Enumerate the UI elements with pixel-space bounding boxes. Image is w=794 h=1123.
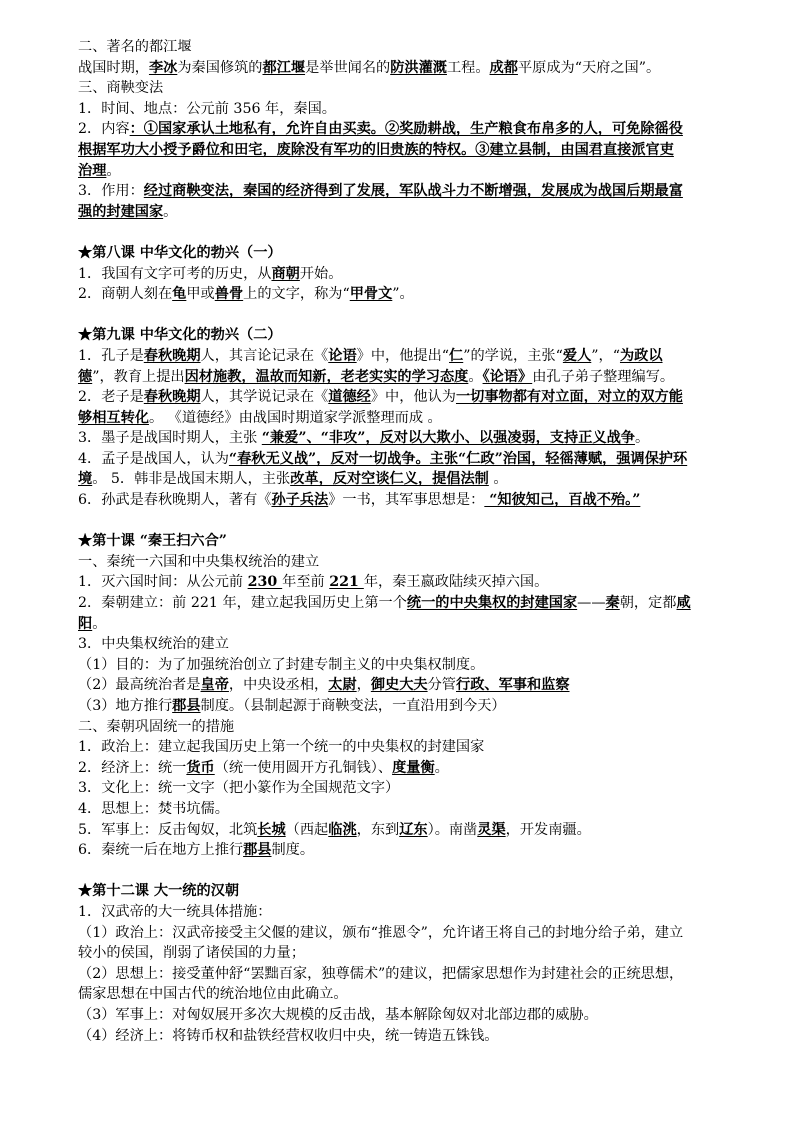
text-segment: 平原成为“天府之国”。 (517, 59, 661, 76)
text-line (78, 634, 758, 655)
text-segment: 甲或 (186, 286, 215, 303)
key-term: 兽骨 (214, 286, 244, 303)
key-term: 够相互转化 (78, 409, 149, 426)
blank-line (78, 511, 758, 532)
key-term: 李冰 (148, 59, 178, 76)
text-segment: （统一使用圆开方孔铜钱）、 (214, 759, 393, 776)
key-term: 咸 (676, 595, 691, 612)
key-term: 太尉 (328, 677, 357, 694)
key-term: 道德经 (328, 389, 371, 406)
text-segment: 年，秦王嬴政陆续灭掉六国。 (363, 574, 549, 591)
text-line (78, 161, 758, 182)
text-segment: 。 (163, 203, 178, 220)
text-segment: 。 (634, 430, 650, 447)
text-segment: （2）最高统治者是 (78, 677, 201, 694)
text-segment: （3）地方推行 (78, 698, 173, 714)
text-line (78, 58, 758, 79)
text-segment: （西起 (285, 821, 329, 838)
key-term: 郡县 (172, 698, 201, 714)
text-segment: 制度。 (271, 842, 315, 859)
key-term: “春秋无义战”，反对一切战争。主张“仁政”治国，轻徭薄赋，强调保护环 (228, 450, 688, 467)
text-line (78, 490, 758, 511)
text-segment: ，中央设丞相， (228, 677, 329, 694)
key-term: “兼爱”、“非攻”，反对以大欺小、以强凌弱，支持正义战争 (261, 430, 635, 447)
text-segment: 。 《道德经》由战国时期道家学派整理而成 。 (148, 409, 442, 426)
key-term: 为政以 (619, 347, 663, 364)
text-segment: ”。 (392, 286, 414, 303)
text-segment: 。 (434, 759, 449, 776)
text-segment: 分管 (427, 677, 456, 694)
text-line (78, 449, 758, 470)
text-line (78, 325, 758, 346)
key-term: 仁 (449, 347, 464, 364)
text-line (78, 469, 758, 490)
key-term: “知彼知己，百战不殆。” (484, 492, 641, 509)
text-segment: ）。南凿 (427, 821, 478, 838)
text-segment: 二、著名的都江堰 (78, 39, 192, 55)
text-segment: 。 (92, 615, 107, 632)
text-line (78, 367, 758, 388)
key-term: 春秋晚期 (143, 347, 201, 364)
text-line (78, 284, 758, 305)
key-term: 根据军功大小授予爵位和田宅，废除没有军功的旧贵族的特权。③建立县制，由国君直接派官吏 (78, 141, 674, 158)
text-segment: ，东到 (356, 821, 400, 838)
text-segment: 4．思想上：焚书坑儒。 (78, 800, 229, 817)
text-segment: 2．秦朝建立：前 221 年，建立起我国历史上第一个 (78, 595, 407, 612)
key-term: 阳 (78, 615, 93, 632)
text-line (78, 78, 758, 99)
text-segment: 》中，他提出“ (356, 347, 450, 364)
text-segment: （3）军事上：对匈奴展开多次大规模的反击战，基本解除匈奴对北部边郡的威胁。 (78, 1006, 598, 1023)
text-segment: ，开发南疆。 (505, 821, 591, 838)
text-segment: 上的文字，称为“ (243, 286, 350, 303)
text-segment: 。 (488, 471, 508, 488)
text-line (78, 346, 758, 367)
text-line (78, 799, 758, 820)
text-segment: 》中，他认为 (370, 389, 456, 406)
text-line (78, 408, 758, 429)
text-line (78, 428, 758, 449)
text-segment: 开始。 (299, 265, 343, 282)
text-segment: 6．秦统一后在地方上推行 (78, 842, 244, 859)
key-term: 辽东 (399, 821, 428, 838)
text-line (78, 1005, 758, 1026)
text-line (78, 717, 758, 738)
text-line (78, 778, 758, 799)
text-line (78, 737, 758, 758)
text-segment: 1．我国有文字可考的历史，从 (78, 265, 272, 282)
key-term: 经过商鞅变法，秦国的经济得到了发展，军队战斗力不断增强，发展成为战国后期最富 (143, 183, 683, 200)
text-line (78, 140, 758, 161)
key-term: 郡县 (243, 842, 272, 859)
text-line (78, 243, 758, 264)
text-segment: （2）思想上：接受董仲舒“罢黜百家，独尊儒术”的建议，把儒家思想作为封建社会的正统思想， (78, 965, 684, 982)
key-term: 行政、军事和监察 (456, 677, 570, 694)
text-line (78, 202, 758, 223)
text-line (78, 820, 758, 841)
text-line (78, 181, 758, 202)
text-segment: ”的学说，主张“ (463, 347, 563, 364)
text-line (78, 99, 758, 120)
key-term: 爱人 (562, 347, 592, 364)
key-term: 御史大夫 (370, 677, 428, 694)
text-segment: 人，其学说记录在《 (200, 389, 329, 406)
text-line (78, 572, 758, 593)
text-segment: 是举世闻名的 (305, 59, 391, 76)
text-segment: 由孔子弟子整理编写。 (532, 368, 675, 385)
document-page (78, 37, 758, 1046)
blank-line (78, 222, 758, 243)
text-segment: ”，“ (591, 347, 620, 364)
key-term: 长城 (257, 821, 286, 838)
section-heading: ★第九课 中华文化的勃兴（二） (78, 327, 282, 344)
text-line (78, 37, 758, 58)
key-term: 临洮 (328, 821, 357, 838)
text-segment: 儒家思想在中国古代的统治地位由此确立。 (78, 986, 348, 1003)
text-segment: 2．商朝人刻在 (78, 286, 173, 303)
text-line (78, 984, 758, 1005)
text-segment: （1）政治上：汉武帝接受主父偃的建议，颁布“推恩令”，允许诸王将自己的封地分给子弟，建立 (78, 924, 684, 941)
key-term: 龟 (172, 286, 187, 303)
text-segment: 2．内容 (78, 121, 130, 138)
key-term: 230 (247, 574, 283, 591)
key-term: 商朝 (271, 265, 300, 282)
text-line (78, 655, 758, 676)
text-segment: 工程。 (446, 59, 490, 76)
text-segment: 。 (468, 368, 483, 385)
section-heading: ★第八课 中华文化的勃兴（一） (78, 244, 282, 261)
text-line (78, 119, 758, 140)
text-line (78, 264, 758, 285)
key-term: 一切事物都有对立面，对立的双方能 (455, 389, 683, 406)
text-segment: 人，其言论记录在《 (200, 347, 329, 364)
text-segment: 5．军事上：反击匈奴，北筑 (78, 821, 258, 838)
text-segment: 年至前 (282, 574, 330, 591)
text-segment: 3．作用： (78, 183, 144, 200)
key-term: 货币 (186, 759, 215, 776)
text-segment: 1．孔子是 (78, 347, 144, 364)
key-term: 防洪灌溉 (390, 59, 447, 76)
key-term: 治理 (78, 162, 107, 179)
key-term: 皇帝 (200, 677, 229, 694)
key-term: 都江堰 (262, 59, 306, 76)
key-term: ：①国家承认土地私有，允许自由买卖。②奖励耕战，生产粮食布帛多的人，可免除徭役 (129, 121, 683, 138)
text-segment: 3．墨子是战国时期人，主张 (78, 430, 262, 447)
text-line (78, 614, 758, 635)
text-segment: 朝，定都 (619, 595, 677, 612)
key-term: 德 (78, 368, 93, 385)
text-segment: 较小的侯国，削弱了诸侯国的力量； (78, 945, 306, 962)
key-term: 春秋晚期 (143, 389, 201, 406)
text-line (78, 923, 758, 944)
key-term: 成都 (489, 59, 518, 76)
text-line (78, 881, 758, 902)
text-line (78, 675, 758, 696)
text-line (78, 387, 758, 408)
text-segment: （1）目的：为了加强统治创立了封建专制主义的中央集权制度。 (78, 656, 485, 673)
key-term: 《论语》 (482, 368, 533, 385)
key-term: 灵渠 (477, 821, 506, 838)
key-term: 秦 (605, 595, 620, 612)
key-term: 221 (329, 574, 364, 591)
text-line (78, 840, 758, 861)
section-heading: ★第十二课 大一统的汉朝 (78, 883, 240, 900)
text-line (78, 758, 758, 779)
key-term: 统一的中央集权的封建国家 (406, 595, 578, 612)
text-segment: （4）经济上：将铸币权和盐铁经营权收归中央，统一铸造五铢钱。 (78, 1027, 499, 1044)
text-segment: 战国时期， (78, 59, 149, 76)
key-term: 甲骨文 (349, 286, 393, 303)
text-segment: 1．灭六国时间：从公元前 (78, 574, 248, 591)
text-segment: 一、秦统一六国和中央集权统治的建立 (78, 553, 320, 570)
text-segment: 。 (106, 162, 121, 179)
text-line (78, 552, 758, 573)
text-segment: 为秦国修筑的 (177, 59, 263, 76)
key-term: 境 (78, 471, 93, 488)
key-term: 孙子兵法 (271, 492, 329, 509)
blank-line (78, 305, 758, 326)
section-heading: ★第十课 “秦王扫六合” (78, 533, 227, 550)
text-segment: 1．汉武帝的大一统具体措施： (78, 903, 272, 920)
text-segment: 三、商鞅变法 (78, 80, 164, 97)
text-segment: —— (577, 595, 606, 612)
text-segment: 。 5．韩非是战国末期人，主张 (92, 471, 291, 488)
text-segment: 二、秦朝巩固统一的措施 (78, 718, 235, 735)
text-segment: 1．政治上：建立起我国历史上第一个统一的中央集权的封建国家 (78, 739, 485, 756)
text-segment: 制度。（县制起源于商鞅变法，一直沿用到今天） (200, 698, 506, 714)
text-segment: ， (356, 677, 371, 694)
text-line (78, 1026, 758, 1047)
key-term: 因材施教，温故而知新，老老实实的学习态度 (184, 368, 469, 385)
text-line (78, 593, 758, 614)
key-term: 改革，反对空谈仁义，提倡法制 (290, 471, 489, 488)
text-segment: 3．中央集权统治的建立 (78, 636, 229, 653)
text-segment: 6．孙武是春秋晚期人，著有《 (78, 492, 272, 509)
text-line (78, 943, 758, 964)
blank-line (78, 861, 758, 882)
text-line (78, 902, 758, 923)
text-segment: ”，教育上提出 (92, 368, 185, 385)
text-segment: 2．老子是 (78, 389, 144, 406)
text-segment: 1．时间、地点：公元前 356 年，秦国。 (78, 100, 336, 117)
key-term: 强的封建国家 (78, 203, 164, 220)
text-segment: 》一书，其军事思想是： (328, 492, 485, 509)
text-segment: 3．文化上：统一文字（把小篆作为全国规范文字） (78, 780, 400, 797)
text-segment: 4．孟子是战国人，认为 (78, 450, 229, 467)
key-term: 论语 (328, 347, 357, 364)
text-line (78, 696, 758, 717)
text-segment: 2．经济上：统一 (78, 759, 187, 776)
text-line (78, 964, 758, 985)
key-term: 度量衡 (392, 759, 435, 776)
text-line (78, 531, 758, 552)
